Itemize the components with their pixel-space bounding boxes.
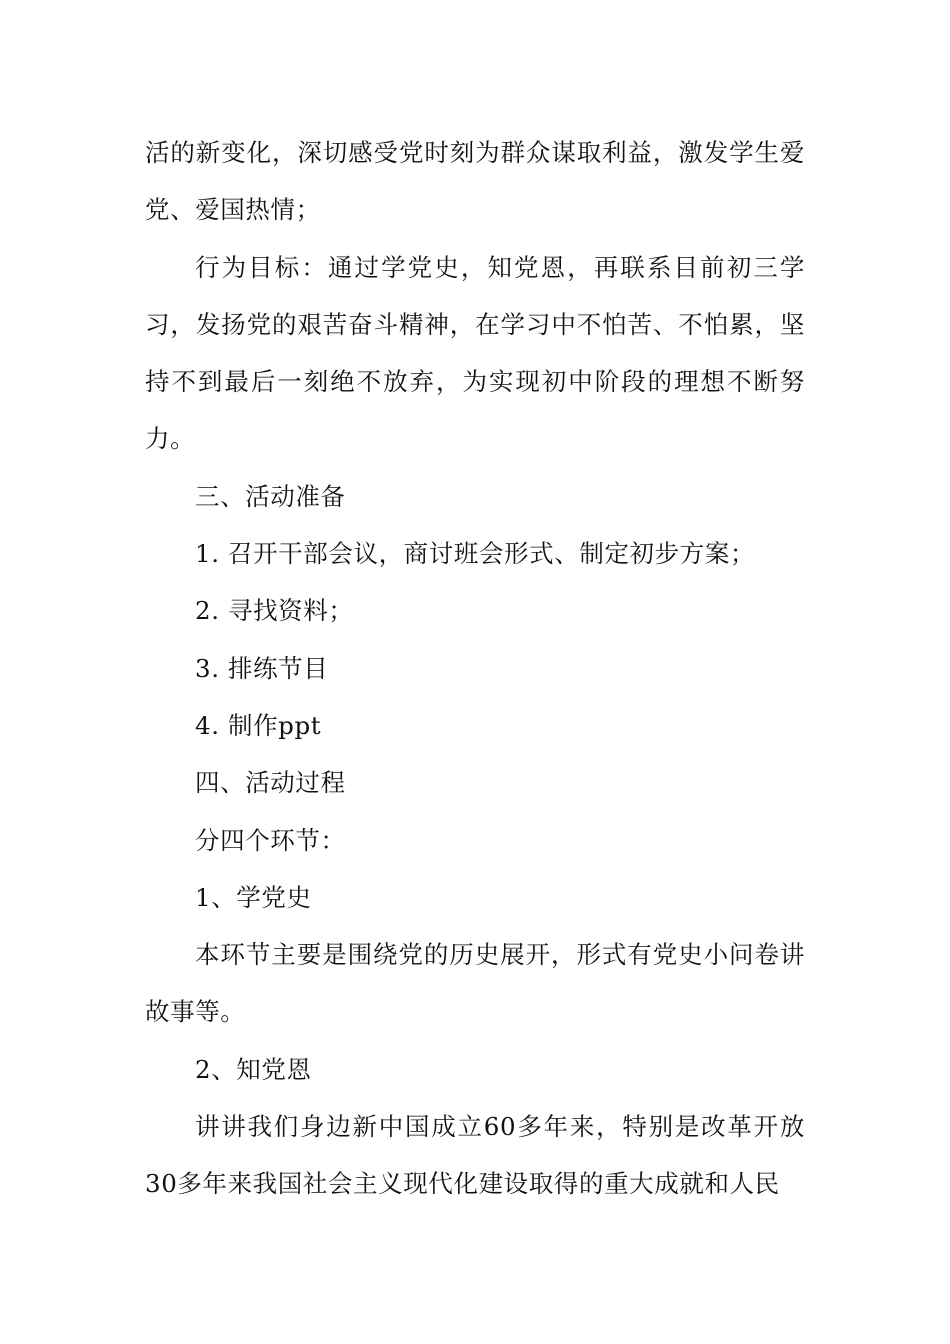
list-item-prep-1: 1. 召开干部会议，商讨班会形式、制定初步方案； bbox=[195, 539, 756, 569]
section-heading-process: 四、活动过程 bbox=[195, 768, 346, 798]
list-item-prep-4: 4. 制作ppt bbox=[195, 710, 322, 740]
list-item-prep-3: 3. 排练节目 bbox=[195, 653, 329, 683]
document-body bbox=[145, 124, 805, 1213]
paragraph-know-gratitude: 讲讲我们身边新中国成立60多年来，特别是改革开放30多年来我国社会主义现代化建设取得的重大成就和人民 bbox=[145, 1112, 805, 1199]
paragraph-learn-history: 本环节主要是围绕党的历史展开，形式有党史小问卷讲故事等。 bbox=[145, 940, 805, 1027]
subheading-learn-history: 1、学党史 bbox=[195, 882, 312, 912]
paragraph-continuation: 活的新变化，深切感受党时刻为群众谋取利益，激发学生爱党、爱国热情； bbox=[145, 138, 805, 225]
list-item-prep-2: 2. 寻找资料； bbox=[195, 596, 354, 626]
section-heading-preparation: 三、活动准备 bbox=[195, 481, 346, 511]
paragraph-four-stages: 分四个环节： bbox=[195, 825, 346, 855]
paragraph-behavior-goal: 行为目标：通过学党史，知党恩，再联系目前初三学习，发扬党的艰苦奋斗精神，在学习中不怕苦、不怕累，坚持不到最后一刻绝不放弃，为实现初中阶段的理想不断努力。 bbox=[145, 252, 805, 454]
subheading-know-gratitude: 2、知党恩 bbox=[195, 1054, 312, 1084]
